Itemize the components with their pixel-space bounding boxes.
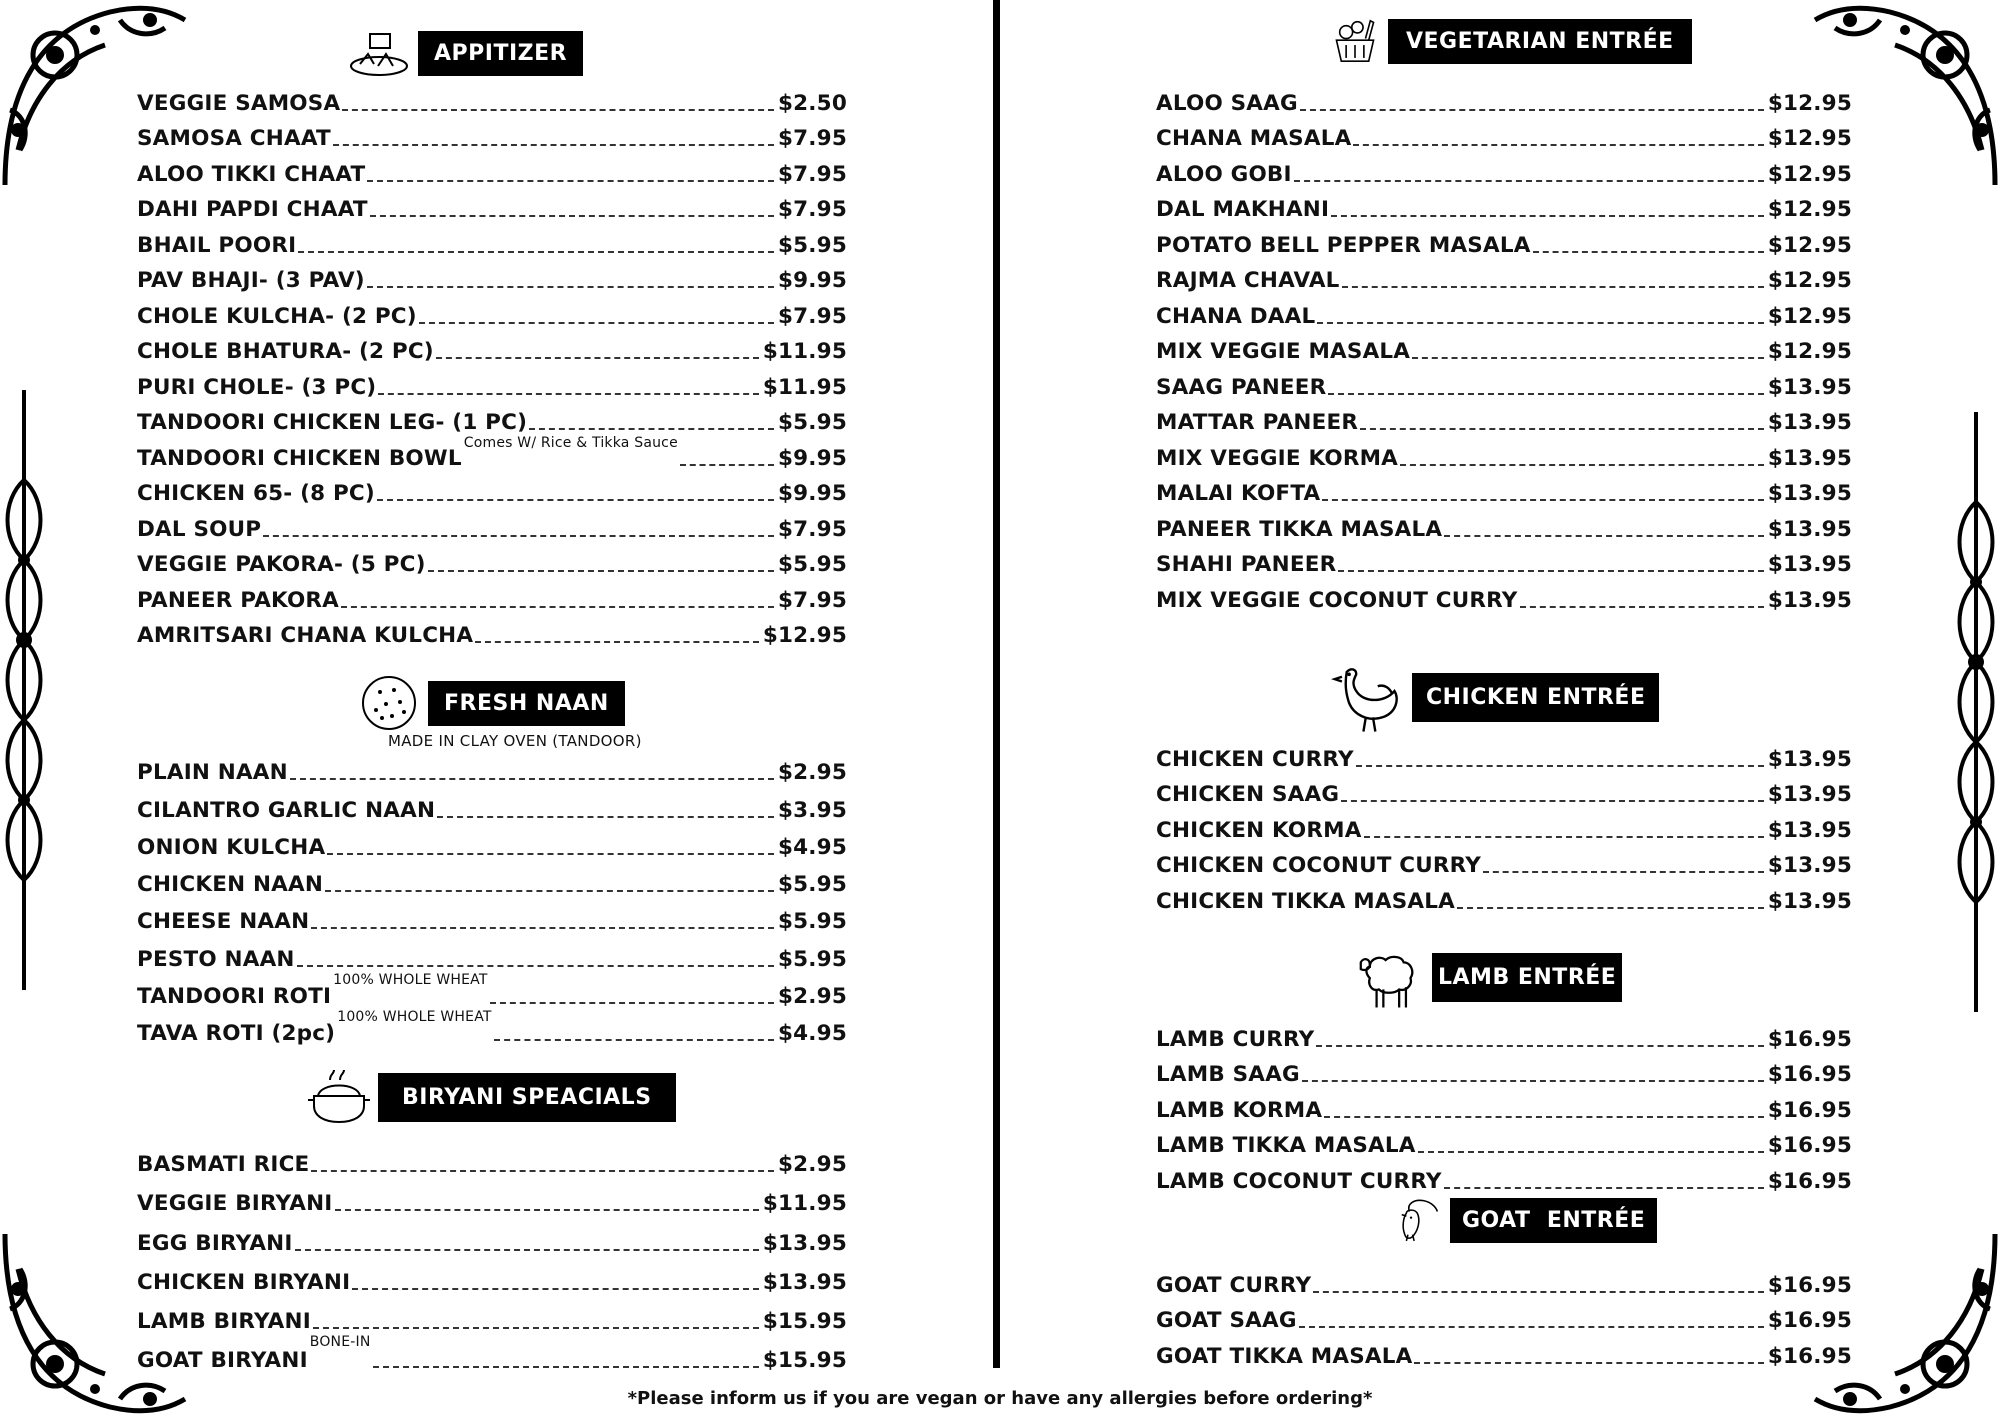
menu-item [137, 435, 847, 471]
menu-item [137, 1177, 847, 1216]
menu-item [137, 506, 847, 542]
dotted-leader [1364, 836, 1764, 838]
item-name: DAL SOUP [137, 516, 262, 542]
item-price: $13.95 [1767, 516, 1852, 542]
dotted-leader [1341, 800, 1764, 802]
dotted-leader [295, 1249, 759, 1251]
item-price: $13.95 [1767, 445, 1852, 471]
item-price: $13.95 [762, 1269, 847, 1295]
item-price: $16.95 [1767, 1097, 1852, 1123]
dotted-leader [373, 1366, 759, 1368]
item-price: $13.95 [1767, 746, 1852, 772]
item-name: CHICKEN CURRY [1156, 746, 1354, 772]
menu-item [137, 222, 847, 258]
dotted-leader [1302, 1080, 1764, 1082]
dotted-leader [370, 215, 774, 217]
item-name: LAMB SAAG [1156, 1062, 1300, 1087]
dotted-leader [298, 251, 774, 253]
item-name: VEGGIE PAKORA- (5 PC) [137, 552, 426, 577]
item-name: MALAI KOFTA [1156, 481, 1321, 506]
dotted-leader [1299, 1326, 1764, 1328]
item-name: CHICKEN KORMA [1156, 817, 1362, 843]
item-name: CHOLE KULCHA- (2 PC) [137, 303, 417, 329]
item-name: PLAIN NAAN [137, 760, 288, 786]
dotted-leader [437, 816, 774, 818]
vegetarian-title: VEGETARIAN ENTRÉE [1388, 19, 1692, 64]
dotted-leader [1356, 765, 1764, 767]
item-name: MATTAR PANEER [1156, 410, 1359, 435]
item-name: TANDOORI ROTI [137, 984, 332, 1010]
dotted-leader [490, 1002, 774, 1004]
lamb-title: LAMB ENTRÉE [1432, 953, 1622, 1002]
item-price: $12.95 [1767, 339, 1852, 364]
item-note: BONE-IN [309, 1333, 371, 1350]
item-name: ALOO GOBI [1156, 161, 1292, 187]
item-price: $12.95 [762, 623, 847, 648]
item-price: $15.95 [762, 1348, 847, 1374]
item-name: SAAG PANEER [1156, 374, 1327, 400]
menu-item [137, 329, 847, 365]
item-name: DAHI PAPDI CHAAT [137, 197, 368, 222]
menu-item [1156, 1333, 1852, 1369]
menu-item [1156, 736, 1852, 772]
item-price: $12.95 [1767, 303, 1852, 329]
item-name: LAMB TIKKA MASALA [1156, 1133, 1416, 1158]
menu-item [137, 471, 847, 507]
menu-item [137, 1216, 847, 1255]
item-price: $13.95 [762, 1230, 847, 1256]
item-name: PANEER PAKORA [137, 587, 340, 613]
menu-item [1156, 435, 1852, 471]
goat-header [1394, 1196, 1657, 1244]
menu-item [137, 151, 847, 187]
item-name: MIX VEGGIE KORMA [1156, 445, 1399, 471]
menu-item [1156, 258, 1852, 294]
item-name: POTATO BELL PEPPER MASALA [1156, 232, 1531, 258]
dotted-leader [263, 535, 774, 537]
item-name: TANDOORI CHICKEN BOWL [137, 445, 462, 471]
naan-header [358, 672, 625, 734]
dotted-leader [342, 109, 774, 111]
item-price: $9.95 [777, 268, 847, 293]
item-name: RAJMA CHAVAL [1156, 268, 1340, 293]
item-price: $5.95 [777, 872, 847, 898]
menu-item [1156, 400, 1852, 436]
item-price: $16.95 [1767, 1308, 1852, 1333]
dotted-leader [1444, 1187, 1764, 1189]
item-name: PANEER TIKKA MASALA [1156, 516, 1443, 542]
dotted-leader [475, 641, 759, 643]
vegetarian-header [1330, 16, 1692, 66]
menu-item [1156, 1298, 1852, 1334]
naan-list [137, 748, 847, 1046]
item-name: GOAT SAAG [1156, 1308, 1297, 1333]
vegetarian-list [1156, 80, 1852, 613]
goat-icon [1394, 1196, 1442, 1244]
menu-item [1156, 1087, 1852, 1123]
dotted-leader [335, 1209, 759, 1211]
menu-item [1156, 364, 1852, 400]
menu-item [137, 400, 847, 436]
item-name: AMRITSARI CHANA KULCHA [137, 623, 474, 648]
menu-item [137, 364, 847, 400]
item-price: $11.95 [762, 374, 847, 400]
menu-item [1156, 1123, 1852, 1159]
item-name: CHICKEN NAAN [137, 872, 324, 898]
item-price: $3.95 [777, 797, 847, 823]
item-price: $7.95 [777, 197, 847, 222]
menu-item [1156, 542, 1852, 578]
dotted-leader [1444, 535, 1764, 537]
menu-item [137, 860, 847, 897]
item-note: 100% WHOLE WHEAT [333, 971, 488, 988]
item-name: VEGGIE SAMOSA [137, 90, 341, 116]
item-name: PAV BHAJI- (3 PAV) [137, 268, 365, 293]
item-price: $4.95 [777, 834, 847, 860]
lamb-list [1156, 1016, 1852, 1194]
dotted-leader [290, 778, 774, 780]
item-price: $12.95 [1767, 197, 1852, 222]
menu-item [1156, 843, 1852, 879]
biryani-pot-icon [308, 1066, 370, 1128]
lamb-header [1354, 942, 1622, 1012]
item-name: LAMB BIRYANI [137, 1308, 311, 1334]
dotted-leader [325, 890, 774, 892]
item-name: PESTO NAAN [137, 946, 295, 972]
item-name: BHAIL POORI [137, 232, 297, 258]
dotted-leader [1313, 1291, 1764, 1293]
item-price: $9.95 [777, 481, 847, 506]
dotted-leader [311, 1170, 774, 1172]
item-price: $2.95 [777, 760, 847, 786]
menu-item [1156, 1158, 1852, 1194]
menu-item [137, 1009, 847, 1046]
item-price: $13.95 [1767, 481, 1852, 506]
item-price: $11.95 [762, 339, 847, 364]
dotted-leader [1414, 1362, 1763, 1364]
item-price: $13.95 [1767, 552, 1852, 577]
item-price: $16.95 [1767, 1133, 1852, 1158]
biryani-title: BIRYANI SPEACIALS [378, 1073, 676, 1122]
item-price: $13.95 [1767, 374, 1852, 400]
item-name: BASMATI RICE [137, 1152, 310, 1178]
menu-item [1156, 151, 1852, 187]
item-name: CHICKEN 65- (8 PC) [137, 481, 375, 506]
dotted-leader [311, 927, 774, 929]
dotted-leader [1331, 215, 1764, 217]
dotted-leader [529, 428, 774, 430]
item-note: Comes W/ Rice & Tikka Sauce [463, 435, 678, 451]
item-note: 100% WHOLE WHEAT [337, 1009, 492, 1026]
item-price: $5.95 [777, 946, 847, 972]
item-name: CHANA MASALA [1156, 126, 1352, 151]
item-price: $2.95 [777, 984, 847, 1010]
menu-item [137, 1138, 847, 1177]
menu-item [1156, 1262, 1852, 1298]
item-price: $12.95 [1767, 268, 1852, 293]
menu-item [1156, 293, 1852, 329]
menu-item [1156, 807, 1852, 843]
dotted-leader [1317, 322, 1763, 324]
item-price: $7.95 [777, 303, 847, 329]
menu-item [1156, 187, 1852, 223]
center-divider [993, 0, 1000, 1368]
menu-item [137, 116, 847, 152]
appetizer-plate-icon [348, 22, 410, 84]
menu-item [137, 972, 847, 1009]
biryani-header [308, 1066, 676, 1128]
menu-item [137, 258, 847, 294]
naan-title: FRESH NAAN [428, 681, 625, 726]
item-price: $2.50 [777, 90, 847, 116]
item-name: DAL MAKHANI [1156, 197, 1330, 222]
menu-item [137, 823, 847, 860]
item-name: GOAT TIKKA MASALA [1156, 1343, 1413, 1369]
menu-item [137, 187, 847, 223]
item-name: ONION KULCHA [137, 834, 326, 860]
dotted-leader [419, 322, 774, 324]
menu-item [137, 785, 847, 822]
item-price: $13.95 [1767, 853, 1852, 878]
biryani-list [137, 1138, 847, 1373]
item-price: $12.95 [1767, 232, 1852, 258]
dotted-leader [1520, 606, 1764, 608]
naan-subtitle: MADE IN CLAY OVEN (TANDOOR) [388, 732, 642, 750]
item-name: CHICKEN SAAG [1156, 782, 1340, 807]
dotted-leader [367, 180, 774, 182]
dotted-leader [1400, 464, 1764, 466]
item-price: $16.95 [1767, 1062, 1852, 1087]
dotted-leader [1294, 180, 1764, 182]
dotted-leader [1322, 499, 1763, 501]
item-price: $15.95 [762, 1308, 847, 1334]
item-name: PURI CHOLE- (3 PC) [137, 374, 377, 400]
menu-item [1156, 329, 1852, 365]
dotted-leader [313, 1327, 759, 1329]
appetizer-header [348, 22, 583, 84]
item-price: $13.95 [1767, 587, 1852, 613]
dotted-leader [1342, 286, 1764, 288]
item-name: CHICKEN COCONUT CURRY [1156, 853, 1482, 878]
dotted-leader [378, 393, 758, 395]
chicken-header [1330, 660, 1659, 734]
item-name: GOAT BIRYANI [137, 1348, 308, 1374]
menu-item [137, 1256, 847, 1295]
dotted-leader [1300, 109, 1764, 111]
item-price: $4.95 [777, 1021, 847, 1047]
side-ornament-left [2, 390, 46, 990]
dotted-leader [1412, 357, 1764, 359]
item-price: $5.95 [777, 909, 847, 935]
item-price: $13.95 [1767, 817, 1852, 843]
dotted-leader [327, 853, 774, 855]
chicken-list [1156, 736, 1852, 914]
menu-item [1156, 878, 1852, 914]
menu-item [1156, 471, 1852, 507]
dotted-leader [352, 1288, 759, 1290]
menu-item [137, 897, 847, 934]
item-name: CHOLE BHATURA- (2 PC) [137, 339, 434, 364]
dotted-leader [1418, 1151, 1764, 1153]
dotted-leader [1533, 251, 1764, 253]
dotted-leader [333, 144, 774, 146]
dotted-leader [1328, 393, 1763, 395]
chicken-title: CHICKEN ENTRÉE [1412, 673, 1659, 722]
item-price: $7.95 [777, 516, 847, 542]
item-price: $13.95 [1767, 888, 1852, 914]
allergy-notice: *Please inform us if you are vegan or have any allergies before ordering* [627, 1388, 1373, 1409]
item-price: $9.95 [777, 445, 847, 471]
menu-item [137, 577, 847, 613]
item-name: CHICKEN BIRYANI [137, 1269, 351, 1295]
naan-bread-icon [358, 672, 420, 734]
menu-item [137, 542, 847, 578]
appetizer-list [137, 80, 847, 648]
item-name: CHEESE NAAN [137, 909, 310, 935]
goat-title: GOAT ENTRÉE [1450, 1198, 1657, 1243]
item-name: LAMB CURRY [1156, 1026, 1315, 1052]
item-price: $2.95 [777, 1152, 847, 1178]
item-price: $13.95 [1767, 410, 1852, 435]
item-price: $7.95 [777, 587, 847, 613]
menu-item [137, 293, 847, 329]
menu-item [1156, 577, 1852, 613]
dotted-leader [1483, 871, 1764, 873]
vegetable-basket-icon [1330, 16, 1380, 66]
menu-item [1156, 772, 1852, 808]
item-name: CILANTRO GARLIC NAAN [137, 797, 436, 823]
dotted-leader [494, 1039, 774, 1041]
dotted-leader [367, 286, 774, 288]
item-name: CHANA DAAL [1156, 303, 1316, 329]
menu-item [1156, 1016, 1852, 1052]
item-name: MIX VEGGIE COCONUT CURRY [1156, 587, 1518, 613]
item-price: $5.95 [777, 410, 847, 435]
item-price: $16.95 [1767, 1343, 1852, 1369]
side-ornament-right [1954, 412, 1998, 1012]
item-name: CHICKEN TIKKA MASALA [1156, 888, 1455, 914]
dotted-leader [1316, 1045, 1763, 1047]
dotted-leader [1324, 1116, 1764, 1118]
menu-item [1156, 116, 1852, 152]
dotted-leader [436, 357, 759, 359]
item-price: $7.95 [777, 161, 847, 187]
menu-item [137, 1295, 847, 1334]
menu-item [137, 934, 847, 971]
item-name: ALOO TIKKI CHAAT [137, 161, 366, 187]
dotted-leader [1338, 570, 1763, 572]
item-price: $16.95 [1767, 1026, 1852, 1052]
item-name: EGG BIRYANI [137, 1230, 293, 1256]
menu-item [137, 1334, 847, 1373]
sheep-icon [1354, 942, 1424, 1012]
item-name: TAVA ROTI (2pc) [137, 1021, 336, 1047]
item-price: $7.95 [777, 126, 847, 151]
item-price: $16.95 [1767, 1272, 1852, 1298]
menu-item [137, 748, 847, 785]
menu-item [1156, 222, 1852, 258]
item-price: $13.95 [1767, 782, 1852, 807]
item-price: $12.95 [1767, 161, 1852, 187]
goat-list [1156, 1262, 1852, 1369]
item-price: $5.95 [777, 552, 847, 577]
menu-item [1156, 506, 1852, 542]
item-name: GOAT CURRY [1156, 1272, 1312, 1298]
menu-item [1156, 1052, 1852, 1088]
menu-item [137, 613, 847, 649]
item-price: $16.95 [1767, 1168, 1852, 1194]
item-name: TANDOORI CHICKEN LEG- (1 PC) [137, 410, 528, 435]
item-name: LAMB COCONUT CURRY [1156, 1168, 1442, 1194]
item-price: $11.95 [762, 1191, 847, 1217]
dotted-leader [428, 570, 774, 572]
chicken-icon [1330, 660, 1404, 734]
item-name: ALOO SAAG [1156, 90, 1298, 116]
menu-item [137, 80, 847, 116]
item-name: MIX VEGGIE MASALA [1156, 339, 1411, 364]
dotted-leader [1360, 428, 1764, 430]
item-name: LAMB KORMA [1156, 1097, 1323, 1123]
item-price: $5.95 [777, 232, 847, 258]
item-name: SHAHI PANEER [1156, 552, 1337, 577]
item-name: VEGGIE BIRYANI [137, 1191, 333, 1217]
item-price: $12.95 [1767, 90, 1852, 116]
item-price: $12.95 [1767, 126, 1852, 151]
dotted-leader [1353, 144, 1763, 146]
dotted-leader [680, 464, 774, 466]
dotted-leader [341, 606, 774, 608]
item-name: SAMOSA CHAAT [137, 126, 331, 151]
appetizer-title: APPITIZER [418, 31, 583, 76]
dotted-leader [377, 499, 774, 501]
dotted-leader [1457, 907, 1764, 909]
menu-item [1156, 80, 1852, 116]
dotted-leader [297, 965, 774, 967]
